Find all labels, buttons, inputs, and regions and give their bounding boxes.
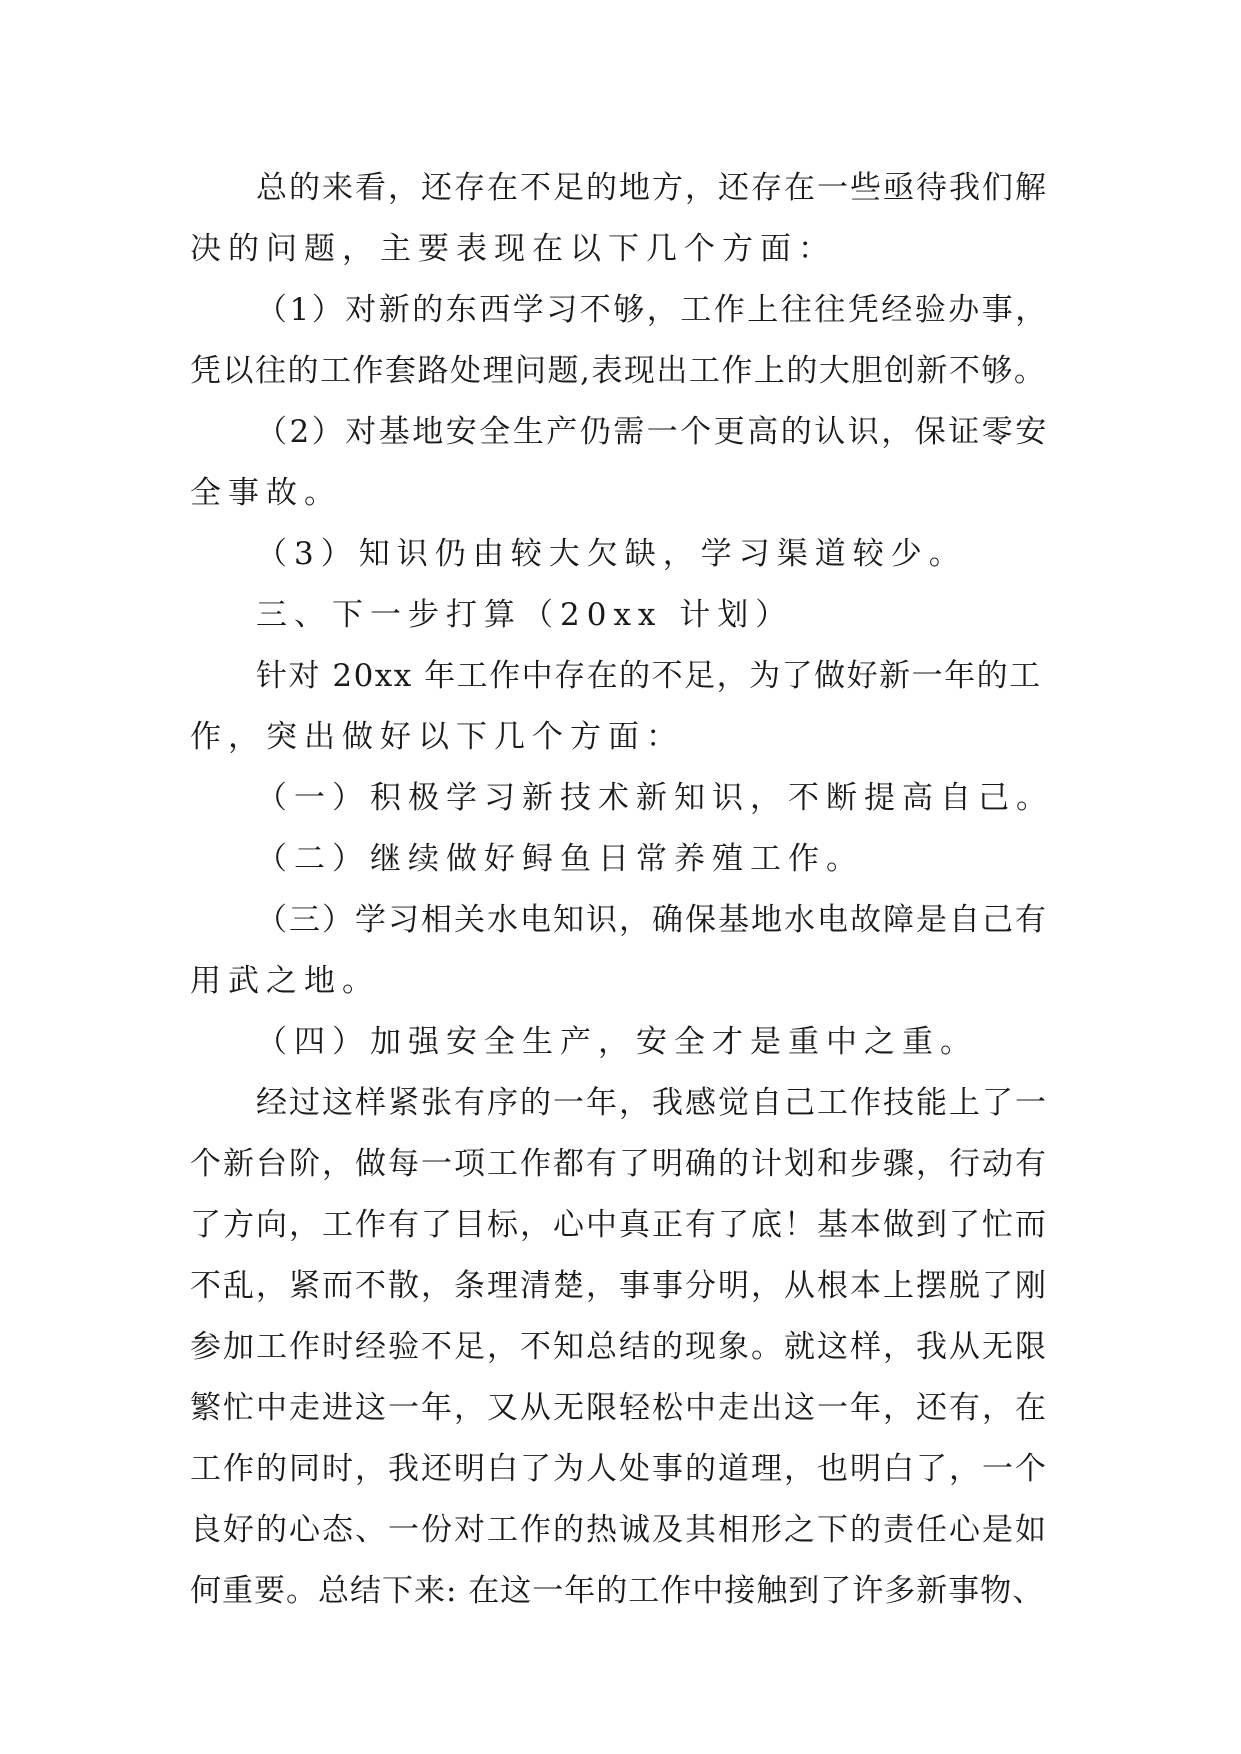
text-line: 针对 20xx 年工作中存在的不足，为了做好新一年的工 bbox=[256, 658, 1042, 694]
text-line: 不乱，紧而不散，条理清楚，事事分明，从根本上摆脱了刚 bbox=[190, 1268, 1048, 1304]
text-line: （2）对基地安全生产仍需一个更高的认识，保证零安 bbox=[256, 414, 1049, 450]
text-line: 经过这样紧张有序的一年，我感觉自己工作技能上了一 bbox=[256, 1085, 1048, 1121]
text-line: 全事故。 bbox=[190, 475, 342, 511]
text-line: 作，突出做好以下几个方面： bbox=[190, 719, 684, 755]
text-line: 用武之地。 bbox=[190, 963, 380, 999]
text-line: 参加工作时经验不足，不知总结的现象。就这样，我从无限 bbox=[190, 1329, 1048, 1365]
text-line: （三）学习相关水电知识，确保基地水电故障是自己有 bbox=[256, 902, 1048, 938]
text-line: 决的问题，主要表现在以下几个方面： bbox=[190, 231, 836, 267]
text-line: （3）知识仍由较大欠缺，学习渠道较少。 bbox=[256, 536, 967, 572]
text-line: 了方向，工作有了目标，心中真正有了底！基本做到了忙而 bbox=[190, 1207, 1048, 1243]
text-line: （1）对新的东西学习不够，工作上往往凭经验办事， bbox=[256, 292, 1049, 328]
text-line: 繁忙中走进这一年，又从无限轻松中走出这一年，还有，在 bbox=[190, 1390, 1048, 1426]
text-line: 个新台阶，做每一项工作都有了明确的计划和步骤，行动有 bbox=[190, 1146, 1048, 1182]
section-heading: 三、下一步打算（20xx 计划） bbox=[256, 597, 794, 633]
text-line: 工作的同时，我还明白了为人处事的道理，也明白了，一个 bbox=[190, 1451, 1048, 1487]
text-line: 总的来看，还存在不足的地方，还存在一些亟待我们解 bbox=[256, 170, 1048, 206]
document-body bbox=[190, 158, 1054, 1622]
text-line: 凭以往的工作套路处理问题,表现出工作上的大胆创新不够。 bbox=[190, 353, 1047, 389]
text-line: 良好的心态、一份对工作的热诚及其相形之下的责任心是如 bbox=[190, 1512, 1048, 1548]
text-line: （二）继续做好鲟鱼日常养殖工作。 bbox=[256, 841, 864, 877]
text-line: 何重要。总结下来: 在这一年的工作中接触到了许多新事物、 bbox=[190, 1573, 1045, 1609]
text-line: （四）加强安全生产，安全才是重中之重。 bbox=[256, 1024, 978, 1060]
text-line: （一）积极学习新技术新知识，不断提高自己。 bbox=[256, 780, 1054, 816]
